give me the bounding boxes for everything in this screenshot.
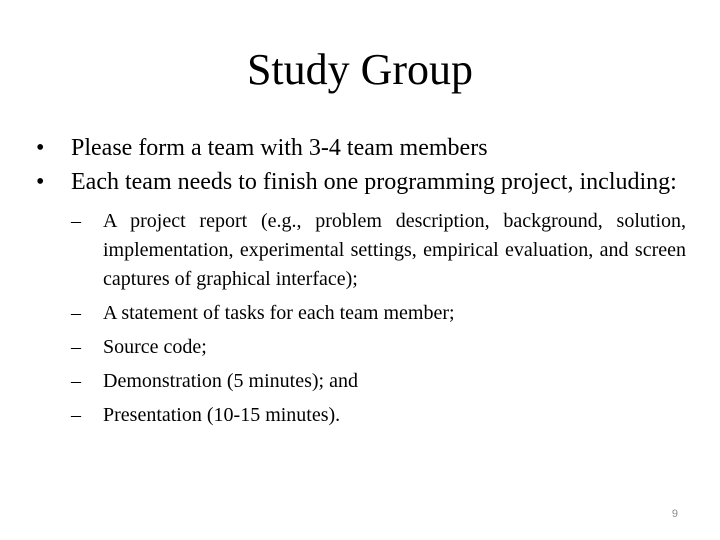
dash-marker: – bbox=[71, 404, 81, 426]
sub-bullet-text: Presentation (10-15 minutes). bbox=[103, 404, 341, 426]
bullet-text: Please form a team with 3-4 team members bbox=[71, 135, 488, 161]
bullet-marker: • bbox=[36, 135, 45, 161]
page-number: 9 bbox=[671, 508, 678, 520]
sub-bullet-text: A statement of tasks for each team member; bbox=[103, 302, 455, 324]
dash-marker: – bbox=[71, 210, 81, 232]
bullet-item bbox=[36, 134, 686, 163]
dash-marker: – bbox=[71, 370, 81, 392]
dash-marker: – bbox=[71, 302, 81, 324]
sub-bullet-text: A project report (e.g., problem description, background, solution, implementation, experimental settings, empirical evaluation, and screen captures of graphical interface); bbox=[103, 210, 686, 290]
bullet-item bbox=[36, 168, 686, 430]
bullet-list bbox=[36, 134, 686, 435]
sub-bullet-item bbox=[71, 333, 686, 362]
sub-bullet-item bbox=[71, 207, 686, 294]
sub-bullet-item bbox=[71, 367, 686, 396]
sub-bullet-item bbox=[71, 299, 686, 328]
bullet-text: Each team needs to finish one programming project, including: bbox=[71, 169, 677, 195]
slide-title: Study Group bbox=[246, 45, 474, 94]
sub-bullet-text: Demonstration (5 minutes); and bbox=[103, 370, 358, 392]
bullet-marker: • bbox=[36, 169, 45, 195]
sub-bullet-item bbox=[71, 401, 686, 430]
sub-bullet-text: Source code; bbox=[103, 336, 207, 358]
dash-marker: – bbox=[71, 336, 81, 358]
sub-bullet-list bbox=[71, 207, 686, 430]
